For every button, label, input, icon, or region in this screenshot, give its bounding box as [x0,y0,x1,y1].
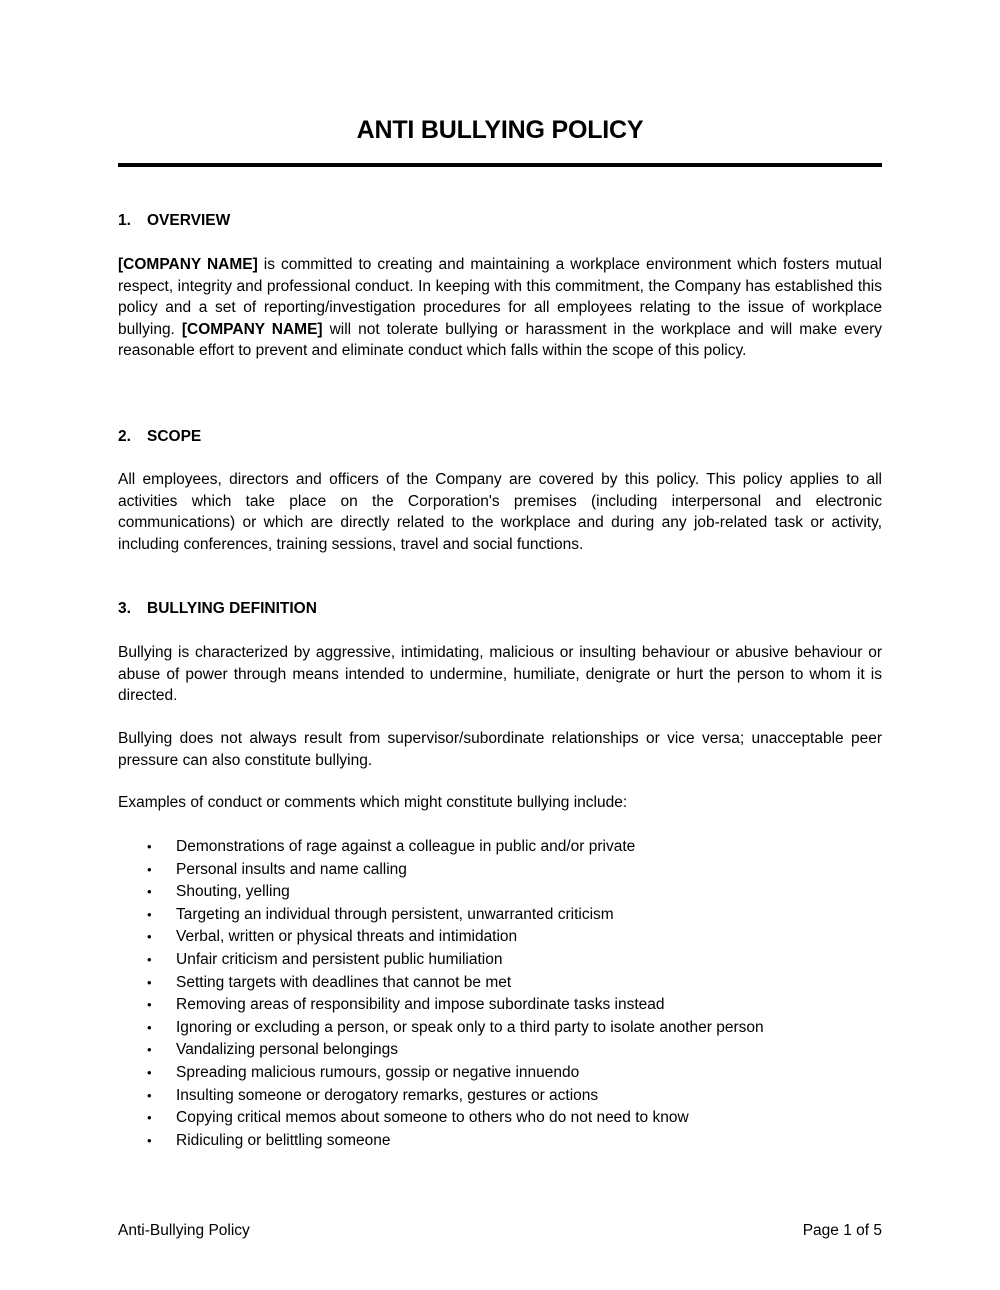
company-name-placeholder: [COMPANY NAME] [118,256,258,273]
footer-document-name: Anti-Bullying Policy [118,1222,250,1239]
bullet-icon: • [147,997,152,1013]
bullet-icon: • [147,974,152,990]
section-number: 2. [118,428,131,445]
list-item: • Vandalizing personal belongings [118,1039,882,1062]
title-divider [118,163,882,167]
section-heading-scope [118,428,201,446]
bullet-icon: • [147,839,152,854]
list-item: • Demonstrations of rage against a colleague in public and/or private [118,836,882,859]
list-item: • Removing areas of responsibility and impose subordinate tasks instead [118,994,882,1017]
list-item: • Setting targets with deadlines that cannot be met [118,972,882,995]
overview-paragraph: [COMPANY NAME] is committed to creating and maintaining a workplace environment which fosters mutual respect, integrity and professional conduct. In keeping with this commitment, the Company has established this policy and a set of reporting/investigation procedures for all employees relating to the issue of workplace bullying. [COMPANY NAME] will not tolerate bullying or harassment in the workplace and will make every reasonable effort to prevent and eliminate conduct which falls within the scope of this policy. [118,256,882,360]
bullet-icon: • [147,951,152,967]
company-name-placeholder: [COMPANY NAME] [181,320,323,338]
list-item: • Ignoring or excluding a person, or speak only to a third party to isolate another person [118,1017,882,1040]
bullet-icon: • [147,1087,152,1103]
examples-intro: Examples of conduct or comments which might constitute bullying include: [118,794,628,811]
bullet-icon: • [147,861,152,877]
list-item: • Shouting, yelling [118,881,882,904]
list-item: • Ridiculing or belittling someone [118,1130,882,1153]
bullying-examples-list [118,836,882,1152]
list-item: • Targeting an individual through persistent, unwarranted criticism [118,904,882,927]
list-item: • Copying critical memos about someone to others who do not need to know [118,1107,882,1130]
bullet-icon: • [147,929,152,945]
list-item: • Personal insults and name calling [118,859,882,882]
bullet-icon: • [147,1042,152,1058]
peer-pressure-paragraph: Bullying does not always result from supervisor/subordinate relationships or vice versa; unacceptable peer pressure can also constitute bullying. [118,730,882,769]
section-heading-overview [118,212,230,230]
bullet-icon: • [147,1110,152,1126]
section-number: 3. [118,600,131,617]
scope-paragraph: All employees, directors and officers of the Company are covered by this policy. This policy applies to all activities which take place on the Corporation's premises (including interpersonal and electronic communications) or which are directly related to the workplace and during any job-related task or activity, including conferences, training sessions, travel and social functions. [118,471,882,553]
list-item: • Insulting someone or derogatory remarks, gestures or actions [118,1085,882,1108]
bullet-icon: • [147,1019,152,1035]
definition-paragraph: Bullying is characterized by aggressive, intimidating, malicious or insulting behaviour or abusive behaviour or abuse of power through means intended to undermine, humiliate, denigrate or hurt the person to whom it is directed. [118,644,882,705]
section-title: SCOPE [147,428,202,445]
bullet-icon: • [147,906,152,922]
bullet-icon: • [147,884,152,900]
section-heading-bullying-definition [118,600,317,618]
section-number: 1. [118,212,131,229]
footer-page-number: Page 1 of 5 [802,1222,882,1239]
list-item: • Spreading malicious rumours, gossip or negative innuendo [118,1062,882,1085]
document-title: ANTI BULLYING POLICY [356,116,644,144]
list-item: • Unfair criticism and persistent public humiliation [118,949,882,972]
bullet-icon: • [147,1064,152,1080]
bullet-icon: • [147,1132,152,1148]
section-title: BULLYING DEFINITION [147,600,317,617]
list-item: • Verbal, written or physical threats and intimidation [118,926,882,949]
section-title: OVERVIEW [147,212,231,229]
